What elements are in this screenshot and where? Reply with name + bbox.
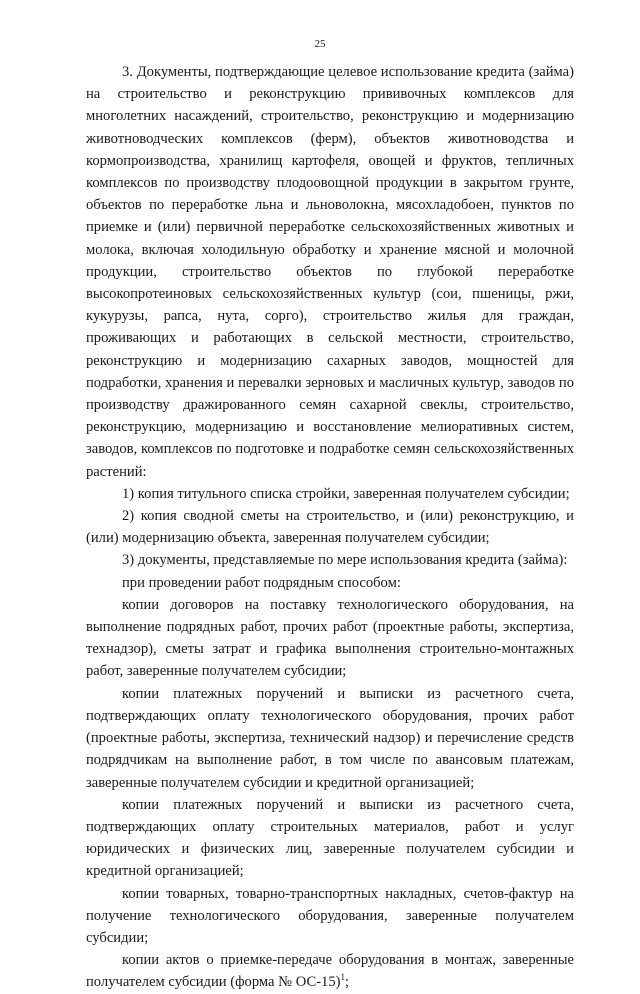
list-item-3: 3) документы, представляемые по мере использования кредита (займа): xyxy=(122,552,568,569)
page-number: 25 xyxy=(314,38,326,50)
paragraph-payment-equipment: копии платежных поручений и выписки из расчетного счета, подтверждающих оплату технологического оборудования, прочих работ (проектные работы, экспертиза, технический надзор) и перечисление средств подрядчикам на выполнение работ, в том числе по авансовым платежам, заверенные получателем субсидии и кредитной организацией; xyxy=(86,685,574,791)
paragraph-acts xyxy=(86,949,574,993)
footnote-mark: 1 xyxy=(340,972,346,983)
subheading-contract-method: при проведении работ подрядным способом: xyxy=(122,574,401,591)
paragraph-contracts: копии договоров на поставку технологического оборудования, на выполнение подрядных работ, прочих работ (проектные работы, экспертиза, технадзор), сметы затрат и графика выполнения строительно-монтажных работ, заверенные получателем субсидии; xyxy=(86,596,574,680)
document-body xyxy=(86,61,574,994)
list-item-2: 2) копия сводной сметы на строительство, и (или) реконструкцию, и (или) модернизацию объекта, заверенная получателем субсидии; xyxy=(86,508,574,547)
paragraph-acts-trailing: ; xyxy=(345,974,350,991)
paragraph-payment-materials: копии платежных поручений и выписки из расчетного счета, подтверждающих оплату строительных материалов, работ и услуг юридических и физических лиц, заверенные получателем субсидии и кредитной организацией; xyxy=(86,796,574,880)
list-item-1: 1) копия титульного списка стройки, заверенная получателем субсидии; xyxy=(122,485,570,502)
paragraph-acts-text: копии актов о приемке-передаче оборудования в монтаж, заверенные получателем субсидии (форма № ОС-15) xyxy=(86,952,574,991)
paragraph-intro: 3. Документы, подтверждающие целевое использование кредита (займа) на строительство и реконструкцию прививочных комплексов для многолетних насаждений, строительство, реконструкцию и модернизацию животноводческих комплексов (ферм), объектов животноводства и кормопроизводства, хранилищ картофеля, овощей и фруктов, тепличных комплексов по производству плодоовощной продукции в закрытом грунте, объектов по переработке льна и льноволокна, мясохладобоен, пунктов по приемке и (или) первичной переработке сельскохозяйственных животных и молока, включая холодильную обработку и хранение мясной и молочной продукции, строительство объектов по глубокой переработке высокопротеиновых сельскохозяйственных культур (сои, пшеницы, ржи, кукурузы, рапса, нута, сорго), строительство жилья для граждан, проживающих и работающих в сельской местности, строительство, реконструкцию и модернизацию сахарных заводов, мощностей для подработки, хранения и перевалки зерновых и масличных культур, заводов по производству дражированного семян сахарной свеклы, строительство, реконструкцию, модернизацию и восстановление мелиоративных систем, заводов, комплексов по подготовке и подработке семян сельскохозяйственных растений: xyxy=(86,64,574,480)
paragraph-invoices: копии товарных, товарно-транспортных накладных, счетов-фактур на получение технологического оборудования, заверенные получателем субсидии; xyxy=(86,885,574,946)
